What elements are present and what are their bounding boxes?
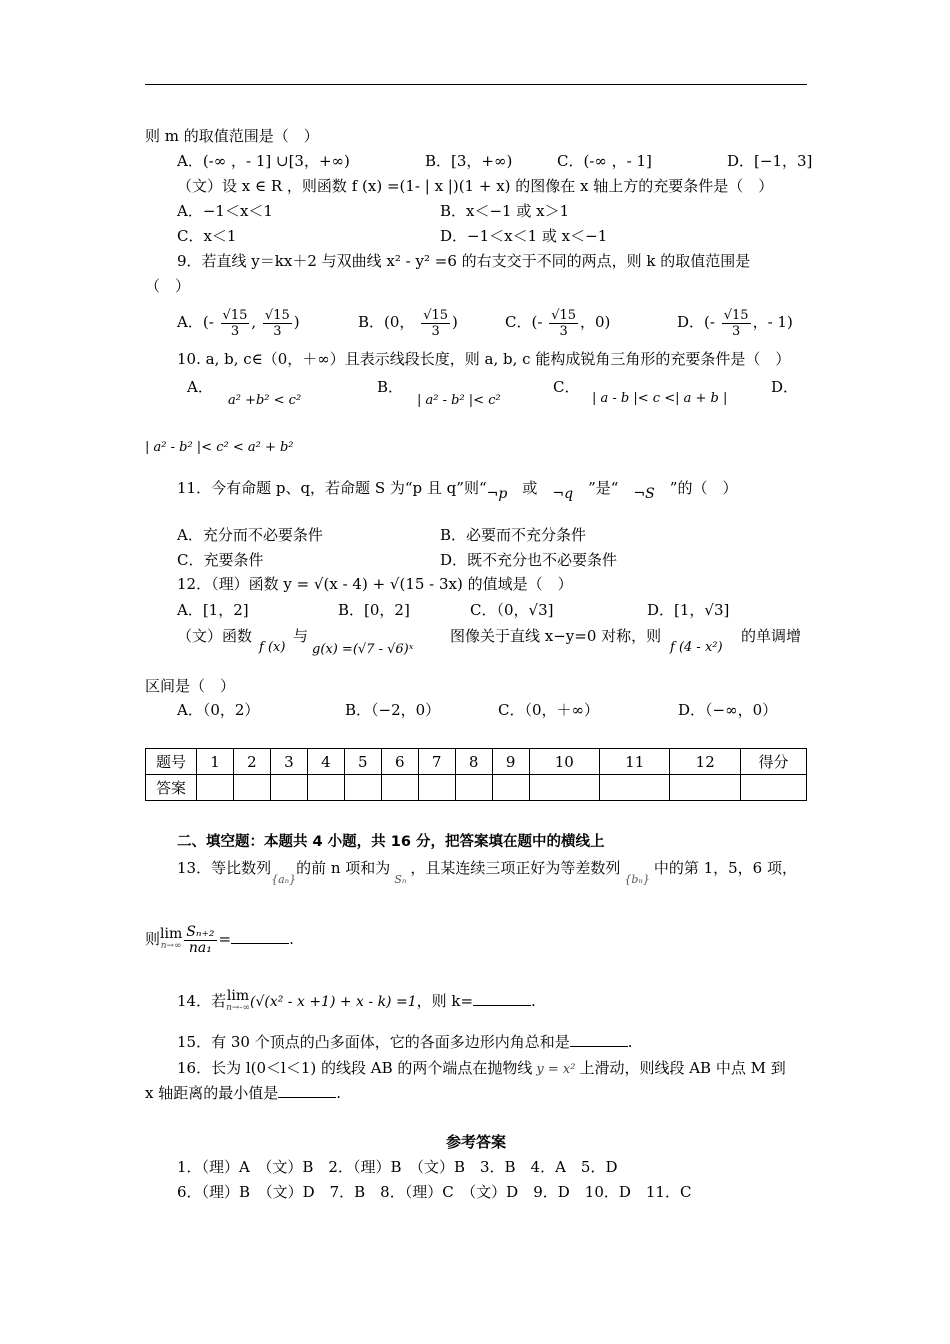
answer-cell[interactable] — [307, 775, 344, 801]
q12-option-d: D．[1，√3] — [647, 601, 730, 619]
q8-wen-option-b: B．x＜−1 或 x＞1 — [440, 202, 570, 220]
q10-option-b: | a² - b² |< c² — [417, 393, 501, 408]
q11-text-c: ”的（ ） — [669, 479, 738, 497]
q16-line2 — [145, 1083, 341, 1103]
limit-operator — [160, 928, 182, 952]
q12-wen-f4: f (4 - x²) — [670, 640, 723, 655]
section2-title: 二、填空题：本题共 4 小题，共 16 分，把答案填在题中的横线上 — [177, 834, 605, 850]
q14-text-a: 14．若 — [177, 992, 227, 1010]
q10-option-c-letter: C． — [553, 378, 580, 396]
q11-not-p: ¬p — [486, 486, 508, 502]
q14-answer-blank[interactable] — [473, 991, 531, 1006]
table-header-cell: 9 — [492, 749, 529, 775]
answer-table — [145, 748, 807, 801]
table-row-label: 答案 — [146, 775, 197, 801]
q11-text-a: 11．今有命题 p、q，若命题 S 为“p 且 q”则“ — [177, 479, 487, 497]
q11-or: 或 — [522, 479, 538, 497]
q8-wen-stem: （文）设 x ∈ R ，则函数 f (x) =(1- | x |)(1 + x) 的图像在 x 轴上方的充要条件是（ ） — [177, 177, 774, 195]
fraction: $\frac{√15}{3}$ — [264, 307, 290, 339]
q16-text-a: 16．长为 l(0＜l＜1) 的线段 AB 的两个端点在抛物线 — [177, 1059, 533, 1077]
table-header-cell: 3 — [270, 749, 307, 775]
period: . — [531, 992, 536, 1010]
q12-wen-gx: g(x) =(√7 - √6)ˣ — [312, 642, 414, 657]
q8-option-d: D．[−1，3] — [727, 152, 813, 170]
fraction: $\frac{√15}{3}$ — [551, 307, 577, 339]
q9-option-c-letter: C． — [505, 313, 532, 331]
lim-text: lim — [160, 926, 183, 942]
q9-option-a: A．(- $\frac{√15}{3}$ , $\frac{√15}{3}$ ) — [177, 307, 300, 339]
q8-wen-option-c: C．x＜1 — [177, 227, 237, 245]
q13-bn: {bₙ} — [624, 873, 650, 886]
q10-option-b-letter: B． — [377, 378, 404, 396]
fraction: $\frac{√15}{3}$ — [222, 307, 248, 339]
q12-wen-mid: 图像关于直线 x−y=0 对称，则 — [450, 627, 662, 645]
q15-text: 15．有 30 个顶点的凸多面体，它的各面多边形内角总和是 — [177, 1033, 570, 1051]
q13-line1 — [177, 858, 797, 886]
q12-wen-yu: 与 — [293, 627, 309, 645]
q10-option-c: | a - b |< c <| a + b | — [592, 391, 728, 406]
q11-option-b: B．必要而不充分条件 — [440, 526, 587, 544]
q13-text-a: 13．等比数列 — [177, 859, 272, 877]
answer-cell[interactable] — [197, 775, 234, 801]
q13-eq: = — [218, 930, 232, 948]
answer-cell[interactable] — [418, 775, 455, 801]
q12-wen-end: 的单调增 — [741, 627, 802, 645]
answer-cell[interactable] — [529, 775, 599, 801]
answer-cell[interactable] — [381, 775, 418, 801]
q9-option-b-letter: B． — [358, 313, 385, 331]
header-rule — [145, 84, 807, 85]
q12-option-a: A．[1，2] — [177, 601, 249, 619]
q9-option-c: C．(- $\frac{√15}{3}$ ，0) — [505, 307, 611, 339]
q13-text-c: ，且某连续三项正好为等差数列 — [410, 859, 621, 877]
answers-line-2: 6．（理）B （文）D 7．B 8．（理）C （文）D 9．D 10．D 11．C — [177, 1183, 692, 1201]
q12-wen-pre: （文）函数 — [177, 627, 253, 645]
period: . — [336, 1084, 342, 1102]
q13-text-d: 中的第 1，5，6 项， — [653, 859, 797, 877]
q14-expression: (√(x² - x +1) + x - k) =1 — [249, 994, 417, 1010]
table-header-cell: 1 — [197, 749, 234, 775]
table-header-cell: 4 — [307, 749, 344, 775]
q13-denominator: na₁ — [188, 939, 212, 956]
q11-option-c: C．充要条件 — [177, 551, 264, 569]
q16-curve: y = x² — [536, 1062, 576, 1077]
answer-cell[interactable] — [741, 775, 807, 801]
fraction: $\frac{√15}{3}$ — [723, 307, 749, 339]
q12-option-b: B．[0，2] — [338, 601, 410, 619]
q11-text-b: ”是“ — [588, 479, 619, 497]
answer-cell[interactable] — [600, 775, 670, 801]
answer-cell[interactable] — [270, 775, 307, 801]
table-header-cell: 7 — [418, 749, 455, 775]
table-header-cell: 12 — [670, 749, 741, 775]
q11-option-d: D．既不充分也不必要条件 — [440, 551, 618, 569]
q8-option-a: A．(-∞ ，- 1] ∪[3，+∞) — [177, 152, 350, 170]
q12-wen-fx: f (x) — [259, 640, 286, 655]
table-header-cell: 题号 — [146, 749, 197, 775]
q8-option-b: B．[3，+∞) — [425, 152, 513, 170]
answer-cell[interactable] — [455, 775, 492, 801]
q9-stem: 9．若直线 y＝kx＋2 与双曲线 x² - y² =6 的右支交于不同的两点，则 k 的取值范围是 — [177, 252, 751, 270]
q11-stem — [177, 478, 738, 502]
q9-option-a-letter: A． — [177, 313, 203, 331]
q12-stem: 12．（理）函数 y = √(x - 4) + √(15 - 3x) 的值域是（ ） — [177, 575, 573, 593]
q16-text-c: x 轴距离的最小值是 — [145, 1084, 279, 1102]
q10-option-d: | a² - b² |< c² < a² + b² — [145, 440, 294, 455]
q13-text-b: 的前 n 项和为 — [296, 859, 391, 877]
period: . — [289, 930, 294, 948]
q11-not-s: ¬S — [633, 486, 655, 502]
table-header-row — [146, 749, 807, 775]
answer-cell[interactable] — [344, 775, 381, 801]
q11-option-a: A．充分而不必要条件 — [177, 526, 323, 544]
q10-stem: 10. a, b, c∈（0，＋∞）且表示线段长度，则 a, b, c 能构成锐角三角形的充要条件是（ ） — [177, 350, 791, 368]
lim-text: lim — [226, 988, 250, 1004]
q11-not-q: ¬q — [552, 486, 574, 502]
q10-option-a: a² +b² < c² — [228, 393, 302, 408]
q16-answer-blank[interactable] — [278, 1083, 336, 1098]
table-header-cell: 8 — [455, 749, 492, 775]
q13-line2 — [145, 916, 294, 962]
q15-answer-blank[interactable] — [570, 1032, 628, 1047]
fraction: $\frac{√15}{3}$ — [423, 307, 449, 339]
table-header-cell: 5 — [344, 749, 381, 775]
q15-line — [177, 1032, 633, 1052]
table-header-cell: 11 — [600, 749, 670, 775]
q12-wen-option-d: D．（−∞，0） — [678, 701, 778, 719]
answers-line-1: 1．（理）A （文）B 2．（理）B （文）B 3．B 4．A 5．D — [177, 1158, 618, 1176]
q8-wen-option-d: D．−1＜x＜1 或 x＜−1 — [440, 227, 608, 245]
table-header-cell: 6 — [381, 749, 418, 775]
answers-title: 参考答案 — [445, 1133, 506, 1151]
q8-wen-option-a: A．−1＜x＜1 — [177, 202, 273, 220]
limit-operator — [226, 990, 250, 1014]
table-answer-row — [146, 775, 807, 801]
q14-text-b: ，则 k= — [416, 992, 474, 1010]
answer-cell[interactable] — [670, 775, 741, 801]
q12-wen-line2: 区间是（ ） — [145, 677, 236, 695]
q8-option-c: C．(-∞ ，- 1] — [557, 152, 652, 170]
q9-option-b: B．(0， $\frac{√15}{3}$ ) — [358, 307, 458, 339]
q16-line1 — [177, 1058, 786, 1080]
q9-stem-paren: （ ） — [145, 277, 191, 295]
q9-option-d-letter: D． — [677, 313, 705, 331]
q12-wen-option-b: B．（−2，0） — [345, 701, 441, 719]
answer-cell[interactable] — [492, 775, 529, 801]
lim-sub: n→∞ — [160, 941, 182, 951]
q16-text-b: 上滑动，则线段 AB 中点 M 到 — [579, 1059, 786, 1077]
q14-line — [177, 986, 536, 1017]
q8-stem: 则 m 的取值范围是（ ） — [145, 127, 319, 145]
q10-option-d-letter: D． — [771, 378, 799, 396]
lim-sub: n→-∞ — [226, 1003, 250, 1013]
q13-numerator: Sₙ₊₂ — [186, 923, 215, 940]
q13-sn: Sₙ — [394, 873, 407, 886]
answer-cell[interactable] — [233, 775, 270, 801]
q12-option-c: C．（0，√3] — [470, 601, 554, 619]
q13-ze: 则 — [145, 930, 161, 948]
q13-answer-blank[interactable] — [231, 929, 289, 944]
table-header-cell: 10 — [529, 749, 599, 775]
table-header-cell: 2 — [233, 749, 270, 775]
q9-option-d: D．(- $\frac{√15}{3}$ ，- 1) — [677, 307, 793, 339]
table-header-cell: 得分 — [741, 749, 807, 775]
q12-wen-option-c: C．（0，＋∞） — [498, 701, 600, 719]
q10-option-a-letter: A． — [187, 378, 213, 396]
q12-wen-option-a: A．（0，2） — [177, 701, 260, 719]
period: . — [627, 1033, 633, 1051]
q13-an: {aₙ} — [271, 873, 297, 886]
q13-fraction — [184, 925, 216, 956]
